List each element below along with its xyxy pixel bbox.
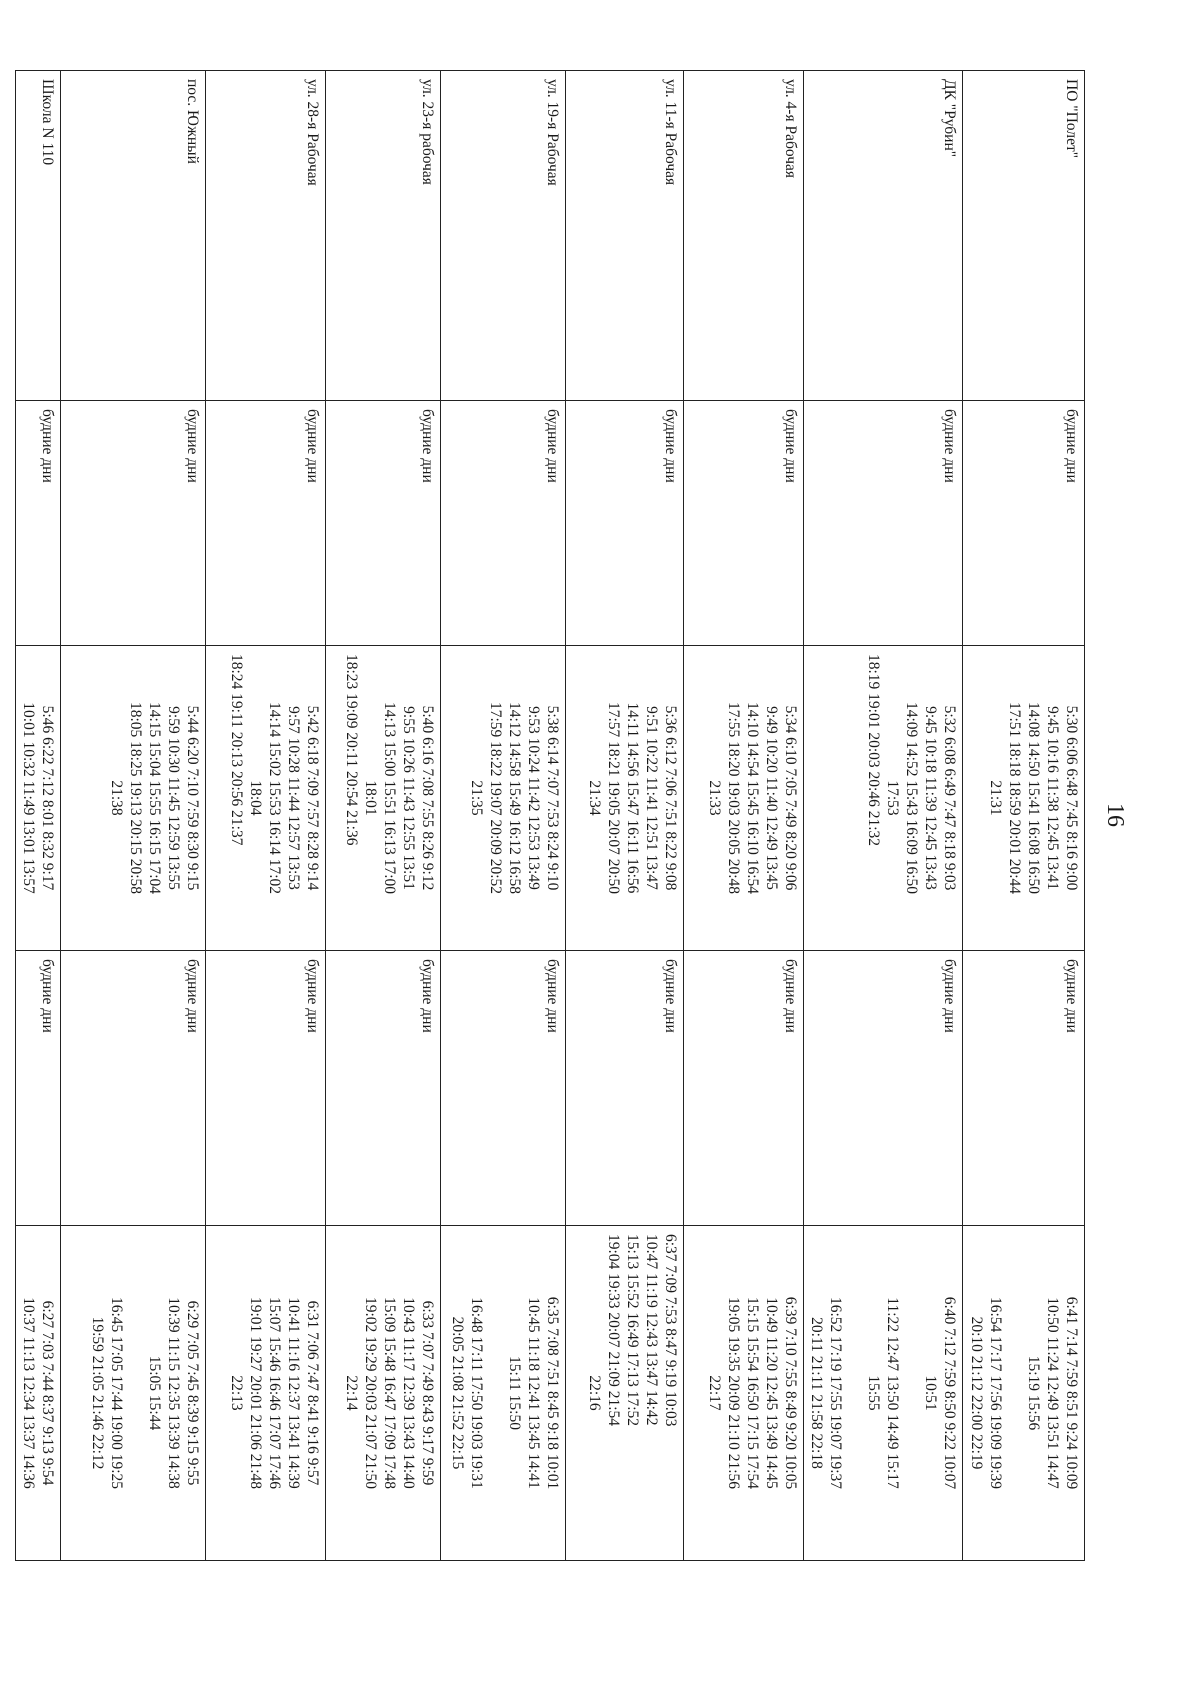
time-line: 9:45 10:18 11:39 12:45 13:43 <box>922 706 939 890</box>
time-line: 19:04 19:33 20:07 21:09 21:54 <box>605 1234 622 1427</box>
table-row <box>61 71 206 1561</box>
page-number: 16 <box>1102 803 1128 827</box>
time-line: 11:22 12:47 13:50 14:49 15:17 <box>884 1297 901 1489</box>
time-line: 15:15 15:54 16:50 17:15 17:54 <box>744 1296 761 1490</box>
time-line: 10:39 11:15 12:35 13:39 14:38 <box>165 1297 182 1489</box>
rotated-document-page <box>20 70 1130 1560</box>
time-line: 6:39 7:10 7:55 8:49 9:20 10:05 <box>782 1296 799 1490</box>
departure-times <box>566 1226 684 1561</box>
stop-name: Школа N 110 <box>16 71 61 401</box>
departure-times <box>16 1226 61 1561</box>
time-line: 18:24 19:11 20:13 20:56 21:37 <box>228 654 245 846</box>
time-line: 5:38 6:14 7:07 7:53 8:24 9:10 <box>544 705 561 891</box>
time-line: 18:19 19:01 20:03 20:46 21:32 <box>865 654 882 847</box>
time-line: 10:43 11:17 12:39 13:43 14:40 <box>400 1297 417 1489</box>
stop-name: ул. 19-я Рабочая <box>441 71 566 401</box>
time-line: 10:49 11:20 12:45 13:49 14:45 <box>763 1297 780 1489</box>
time-line: 14:10 14:54 15:45 16:10 16:54 <box>744 701 761 895</box>
time-line: 18:04 <box>247 780 264 816</box>
time-line: 10:47 11:19 12:43 13:47 14:42 <box>643 1234 660 1426</box>
stop-name: ул. 23-я рабочая <box>326 71 441 401</box>
time-line: 5:32 6:08 6:49 7:47 8:18 9:03 <box>941 705 958 891</box>
time-line: 18:01 <box>362 780 379 816</box>
time-line: 20:11 21:11 21:58 22:18 <box>808 1317 825 1469</box>
stop-name: ПО "Полет" <box>963 71 1085 401</box>
time-line: 9:55 10:26 11:43 12:55 13:51 <box>400 706 417 890</box>
departure-times <box>441 1226 566 1561</box>
time-line: 10:41 11:16 12:37 13:41 14:39 <box>285 1297 302 1489</box>
time-line: 10:37 11:13 12:34 13:37 14:36 <box>20 1297 37 1489</box>
time-line: 19:01 19:27 20:01 21:06 21:48 <box>247 1296 264 1490</box>
time-line: 9:49 10:20 11:40 12:49 13:45 <box>763 706 780 890</box>
time-line: 21:38 <box>108 780 125 816</box>
service-days: будние дни <box>566 951 684 1226</box>
time-line: 18:23 19:09 20:11 20:54 21:36 <box>343 654 360 846</box>
time-line: 16:45 17:05 17:44 19:00 19:25 <box>108 1296 125 1490</box>
service-days: будние дни <box>16 401 61 646</box>
stop-name: пос. Южный <box>61 71 206 401</box>
time-line: 6:31 7:06 7:47 8:41 9:16 9:57 <box>304 1300 321 1486</box>
time-line: 19:02 19:29 20:03 21:07 21:50 <box>362 1296 379 1490</box>
time-line: 16:48 17:11 17:50 19:03 19:31 <box>468 1297 485 1489</box>
table-row <box>684 71 804 1561</box>
time-line: 9:45 10:16 11:38 12:45 13:41 <box>1044 706 1061 890</box>
time-line: 22:14 <box>343 1375 360 1411</box>
time-line: 15:07 15:46 16:46 17:07 17:46 <box>266 1296 283 1490</box>
time-line: 17:55 18:20 19:03 20:05 20:48 <box>725 701 742 895</box>
time-line: 21:33 <box>706 780 723 816</box>
table-row <box>16 71 61 1561</box>
time-line: 6:29 7:05 7:45 8:39 9:15 9:55 <box>184 1300 201 1486</box>
table-row <box>566 71 684 1561</box>
time-line: 21:31 <box>987 780 1004 816</box>
time-line: 14:14 15:02 15:53 16:14 17:02 <box>266 701 283 895</box>
departure-times <box>61 646 206 951</box>
departure-times <box>804 646 963 951</box>
departure-times <box>684 646 804 951</box>
time-line: 21:34 <box>586 780 603 816</box>
time-line: 5:42 6:18 7:09 7:57 8:28 9:14 <box>304 705 321 891</box>
time-line: 15:05 15:44 <box>146 1355 163 1431</box>
time-line: 19:59 21:05 21:46 22:12 <box>89 1316 106 1470</box>
time-line: 5:44 6:20 7:10 7:59 8:30 9:15 <box>184 705 201 891</box>
time-line: 19:05 19:35 20:09 21:10 21:56 <box>725 1296 742 1490</box>
service-days: будние дни <box>61 401 206 646</box>
time-line: 16:54 17:17 17:56 19:09 19:39 <box>987 1296 1004 1490</box>
time-line: 22:16 <box>586 1375 603 1411</box>
departure-times <box>206 1226 326 1561</box>
time-line: 10:45 11:18 12:41 13:45 14:41 <box>525 1297 542 1489</box>
departure-times <box>326 646 441 951</box>
service-days: будние дни <box>804 401 963 646</box>
time-line: 9:57 10:28 11:44 12:57 13:53 <box>285 706 302 890</box>
time-line: 22:17 <box>706 1375 723 1411</box>
service-days: будние дни <box>684 401 804 646</box>
service-days: будние дни <box>441 401 566 646</box>
service-days: будние дни <box>963 401 1085 646</box>
service-days: будние дни <box>16 951 61 1226</box>
service-days: будние дни <box>206 401 326 646</box>
table-row <box>804 71 963 1561</box>
service-days: будние дни <box>326 951 441 1226</box>
time-line: 5:34 6:10 7:05 7:49 8:20 9:06 <box>782 705 799 891</box>
departure-times <box>441 646 566 951</box>
departure-times <box>684 1226 804 1561</box>
time-line: 14:11 14:56 15:47 16:11 16:56 <box>624 702 641 894</box>
time-line: 14:13 15:00 15:51 16:13 17:00 <box>381 701 398 895</box>
time-line: 10:01 10:32 11:49 13:01 13:57 <box>20 702 37 894</box>
stop-name: ул. 4-я Рабочая <box>684 71 804 401</box>
time-line: 14:15 15:04 15:55 16:15 17:04 <box>146 701 163 895</box>
time-line: 17:53 <box>884 780 901 816</box>
time-line: 15:09 15:48 16:47 17:09 17:48 <box>381 1296 398 1490</box>
time-line: 6:40 7:12 7:59 8:50 9:22 10:07 <box>941 1296 958 1490</box>
time-line: 17:57 18:21 19:05 20:07 20:50 <box>605 701 622 895</box>
departure-times <box>326 1226 441 1561</box>
departure-times <box>61 1226 206 1561</box>
stop-name: ДК "Рубин" <box>804 71 963 401</box>
time-line: 6:37 7:09 7:53 8:47 9:19 10:03 <box>662 1234 679 1427</box>
departure-times <box>206 646 326 951</box>
departure-times <box>963 1226 1085 1561</box>
departure-times <box>963 646 1085 951</box>
time-line: 22:13 <box>228 1375 245 1411</box>
time-line: 17:51 18:18 18:59 20:01 20:44 <box>1006 701 1023 895</box>
table-row <box>963 71 1085 1561</box>
time-line: 5:30 6:06 6:48 7:45 8:16 9:00 <box>1063 705 1080 891</box>
departure-times <box>16 646 61 951</box>
bus-schedule-table <box>15 70 1085 1561</box>
time-line: 6:27 7:03 7:44 8:37 9:13 9:54 <box>39 1300 56 1486</box>
service-days: будние дни <box>804 951 963 1226</box>
time-line: 20:10 21:12 22:00 22:19 <box>968 1316 985 1470</box>
service-days: будние дни <box>963 951 1085 1226</box>
time-line: 15:11 15:50 <box>506 1356 523 1430</box>
time-line: 9:51 10:22 11:41 12:51 13:47 <box>643 706 660 890</box>
time-line: 9:59 10:30 11:45 12:59 13:55 <box>165 706 182 890</box>
time-line: 15:19 15:56 <box>1025 1355 1042 1431</box>
service-days: будние дни <box>566 401 684 646</box>
time-line: 10:50 11:24 12:49 13:51 14:47 <box>1044 1297 1061 1489</box>
time-line: 14:12 14:58 15:49 16:12 16:58 <box>506 701 523 895</box>
service-days: будние дни <box>61 951 206 1226</box>
time-line: 14:09 14:52 15:43 16:09 16:50 <box>903 701 920 895</box>
time-line: 5:46 6:22 7:12 8:01 8:32 9:17 <box>39 705 56 891</box>
table-row <box>206 71 326 1561</box>
stop-name: ул. 28-я Рабочая <box>206 71 326 401</box>
time-line: 15:55 <box>865 1375 882 1411</box>
stop-name: ул. 11-я Рабочая <box>566 71 684 401</box>
service-days: будние дни <box>684 951 804 1226</box>
time-line: 16:52 17:19 17:55 19:07 19:37 <box>827 1296 844 1490</box>
table-row <box>326 71 441 1561</box>
time-line: 6:41 7:14 7:59 8:51 9:24 10:09 <box>1063 1296 1080 1490</box>
time-line: 5:36 6:12 7:06 7:51 8:22 9:08 <box>662 705 679 891</box>
departure-times <box>804 1226 963 1561</box>
time-line: 5:40 6:16 7:08 7:55 8:26 9:12 <box>419 705 436 891</box>
time-line: 6:33 7:07 7:49 8:43 9:17 9:59 <box>419 1300 436 1486</box>
time-line: 10:51 <box>922 1375 939 1411</box>
time-line: 15:13 15:52 16:49 17:13 17:52 <box>624 1234 641 1427</box>
time-line: 9:53 10:24 11:42 12:53 13:49 <box>525 706 542 890</box>
service-days: будние дни <box>326 401 441 646</box>
departure-times <box>566 646 684 951</box>
service-days: будние дни <box>206 951 326 1226</box>
time-line: 14:08 14:50 15:41 16:08 16:50 <box>1025 701 1042 895</box>
time-line: 18:05 18:25 19:13 20:15 20:58 <box>127 701 144 895</box>
time-line: 20:05 21:08 21:52 22:15 <box>449 1316 466 1470</box>
time-line: 21:35 <box>468 780 485 816</box>
table-row <box>441 71 566 1561</box>
service-days: будние дни <box>441 951 566 1226</box>
time-line: 6:35 7:08 7:51 8:45 9:18 10:01 <box>544 1296 561 1490</box>
time-line: 17:59 18:22 19:07 20:09 20:52 <box>487 701 504 895</box>
